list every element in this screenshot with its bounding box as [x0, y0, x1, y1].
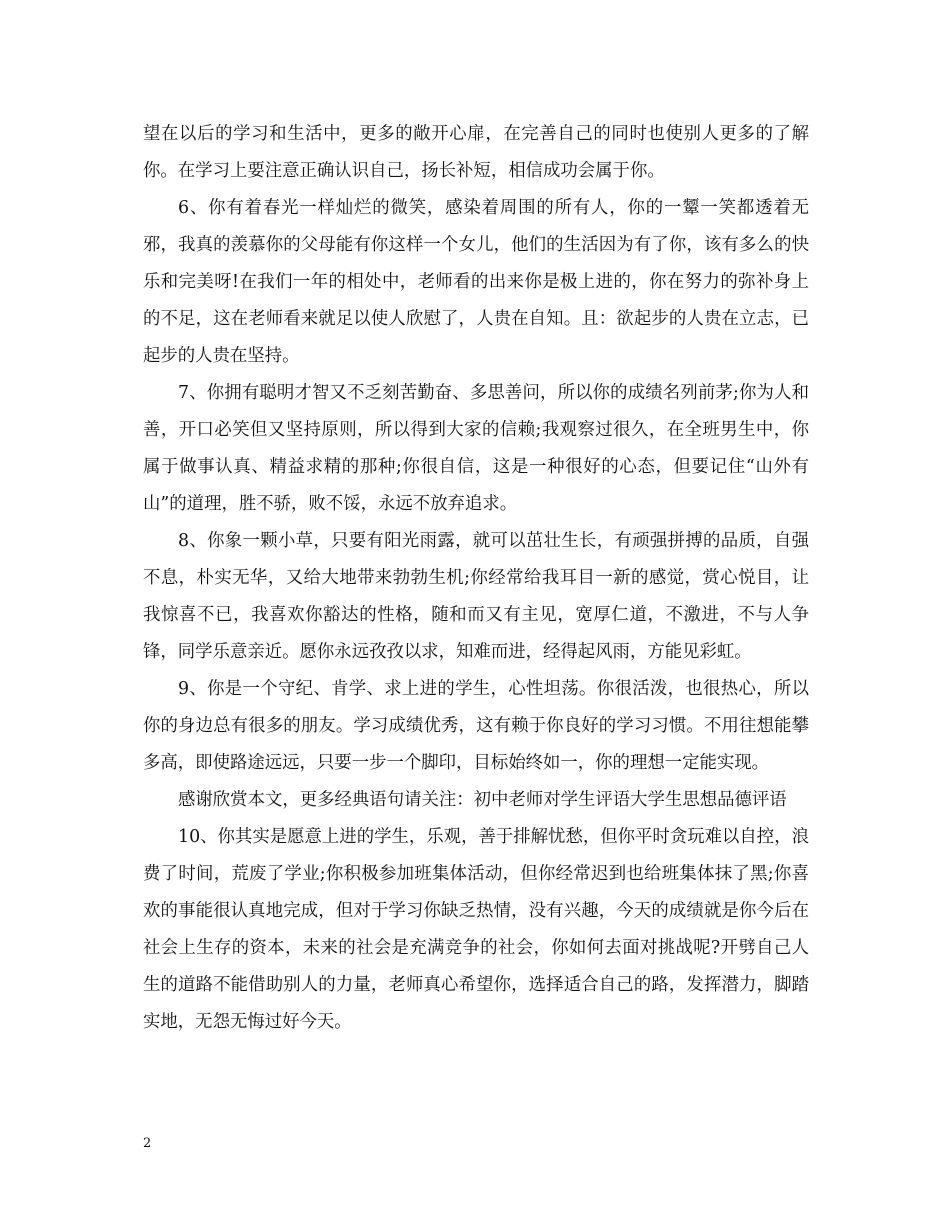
paragraph-continuation: 望在以后的学习和生活中，更多的敞开心扉，在完善自己的同时也使别人更多的了解你。在学习上要注意正确认识自己，扬长补短，相信成功会属于你。 — [143, 124, 809, 181]
paragraph-comment-7: 7、你拥有聪明才智又不乏刻苦勤奋、多思善问，所以你的成绩名列前茅;你为人和善，开口必笑但又坚持原则，所以得到大家的信赖;我观察过很久，在全班男生中，你属于做事认真、精益求精的那种;你很自信，这是一种很好的心态，但要记住“山外有山”的道理，胜不骄，败不馁，永远不放弃追求。 — [143, 383, 809, 514]
paragraph-comment-10: 10、你其实是愿意上进的学生，乐观，善于排解忧愁，但你平时贪玩难以自控，浪费了时间，荒废了学业;你积极参加班集体活动，但你经常迟到也给班集体抹了黑;你喜欢的事能很认真地完成，但对于学习你缺乏热情，没有兴趣，今天的成绩就是你今后在社会上生存的资本，未来的社会是充满竞争的社会，你如何去面对挑战呢?开劈自己人生的道路不能借助别人的力量，老师真心希望你，选择适合自己的路，发挥潜力，脚踏实地，无怨无悔过好今天。 — [143, 827, 809, 1032]
paragraph-comment-6: 6、你有着春光一样灿烂的微笑，感染着周围的所有人，你的一颦一笑都透着无邪，我真的羡慕你的父母能有你这样一个女儿，他们的生活因为有了你，该有多么的快乐和完美呀!在我们一年的相处中，老师看的出来你是极上进的，你在努力的弥补身上的不足，这在老师看来就足以使人欣慰了，人贵在自知。且：欲起步的人贵在立志，已起步的人贵在坚持。 — [143, 198, 809, 366]
paragraph-comment-8: 8、你象一颗小草，只要有阳光雨露，就可以茁壮生长，有顽强拼搏的品质，自强不息，朴实无华，又给大地带来勃勃生机;你经常给我耳目一新的感觉，赏心悦目，让我惊喜不已，我喜欢你豁达的性格，随和而又有主见，宽厚仁道，不激进，不与人争锋，同学乐意亲近。愿你永远孜孜以求，知难而进，经得起风雨，方能见彩虹。 — [143, 531, 809, 662]
paragraph-comment-9: 9、你是一个守纪、肯学、求上进的学生，心性坦荡。你很活泼，也很热心，所以你的身边总有很多的朋友。学习成绩优秀，这有赖于你良好的学习习惯。不用往想能攀多高，即使路途远远，只要一步一个脚印，目标始终如一，你的理想一定能实现。 — [143, 679, 809, 773]
paragraph-related-note: 感谢欣赏本文，更多经典语句请关注：初中老师对学生评语大学生思想品德评语 — [178, 790, 787, 810]
page-number: 2 — [143, 1136, 152, 1151]
document-body — [143, 116, 809, 1041]
